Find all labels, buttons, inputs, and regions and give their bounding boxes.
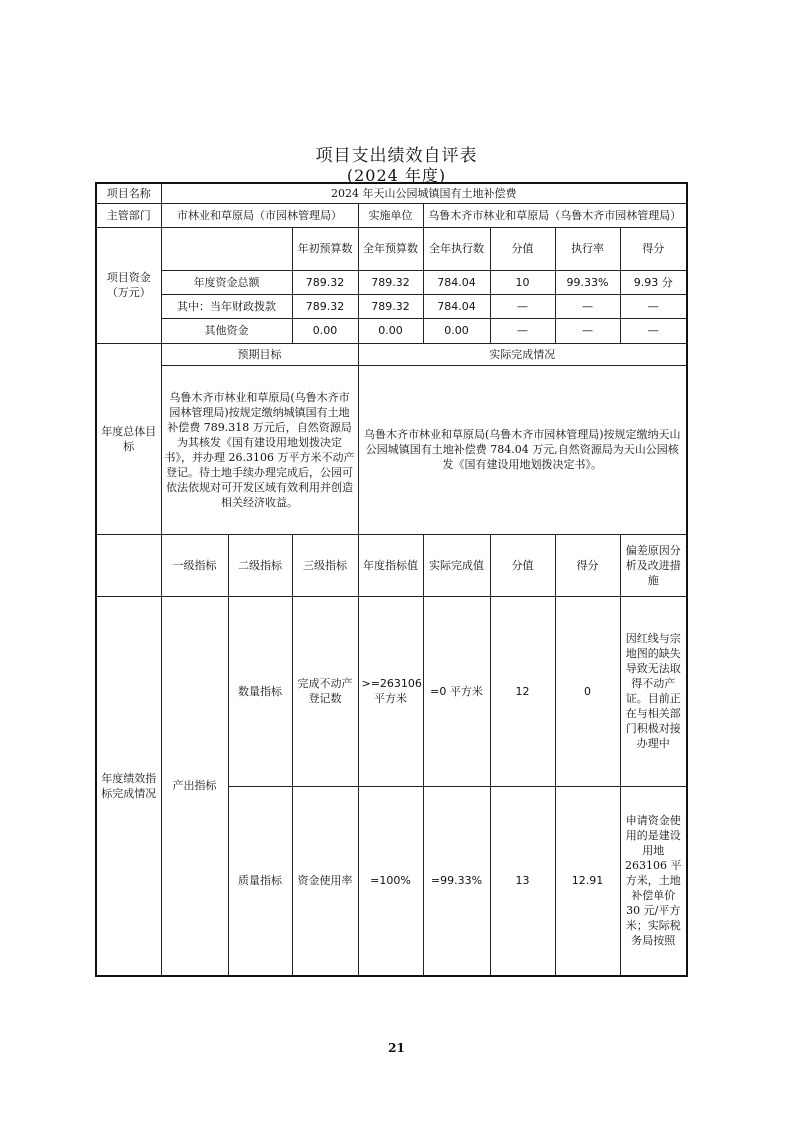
indicator-actual: =0 平方米 <box>423 596 490 786</box>
funds-row-score: — <box>620 294 687 318</box>
indicator-level1: 产出指标 <box>161 596 228 976</box>
funds-header-initial: 年初预算数 <box>292 227 358 270</box>
dept-label: 主管部门 <box>96 203 161 227</box>
goals-expected-text: 乌鲁木齐市林业和草原局(乌鲁木齐市园林管理局)按规定缴纳城镇国有土地补偿费 789.318 万元后，自然资源局为其核发《国有建设用地划拨决定书》，并办理 26.3106 万平方米不动产登记。待土地手续办理完成后，公园可依法依规对可开发区域有效利用并创造相关经济收益。 <box>161 365 358 534</box>
indicator-level2: 数量指标 <box>228 596 292 786</box>
funds-row-rate: 99.33% <box>555 270 620 294</box>
funds-row-annual: 789.32 <box>358 294 423 318</box>
indicator-score: 0 <box>555 596 620 786</box>
funds-header-score-value: 分值 <box>490 227 555 270</box>
funds-row-score: 9.93 分 <box>620 270 687 294</box>
funds-row-label: 其中：当年财政拨款 <box>161 294 292 318</box>
indicator-level2: 质量指标 <box>228 786 292 976</box>
funds-header-blank <box>161 227 292 270</box>
funds-row-initial: 0.00 <box>292 318 358 343</box>
project-name-value: 2024 年天山公园城镇国有土地补偿费 <box>161 183 687 203</box>
funds-row-executed: 784.04 <box>423 294 490 318</box>
funds-row-initial: 789.32 <box>292 270 358 294</box>
funds-row-score: — <box>620 318 687 343</box>
indicator-level3: 资金使用率 <box>292 786 358 976</box>
indicator-score-value: 12 <box>490 596 555 786</box>
funds-row-score-value: — <box>490 294 555 318</box>
ind-header-score-value: 分值 <box>490 534 555 596</box>
funds-row-annual: 789.32 <box>358 270 423 294</box>
ind-header-score: 得分 <box>555 534 620 596</box>
performance-table <box>95 182 688 977</box>
ind-header-level1: 一级指标 <box>161 534 228 596</box>
ind-header-level3: 三级指标 <box>292 534 358 596</box>
funds-row-rate: — <box>555 294 620 318</box>
page-title: 项目支出绩效自评表 <box>315 146 478 166</box>
dept-value: 市林业和草原局（市园林管理局） <box>161 203 358 227</box>
ind-header-target: 年度指标值 <box>358 534 423 596</box>
page-number: 21 <box>388 1041 405 1055</box>
funds-header-row <box>96 227 687 270</box>
impl-value: 乌鲁木齐市林业和草原局（乌鲁木齐市园林管理局） <box>423 203 687 227</box>
indicator-row <box>96 596 687 786</box>
indicators-header-row <box>96 534 687 596</box>
funds-row-annual: 0.00 <box>358 318 423 343</box>
funds-header-score: 得分 <box>620 227 687 270</box>
ind-header-level2: 二级指标 <box>228 534 292 596</box>
funds-row-executed: 0.00 <box>423 318 490 343</box>
indicator-score: 12.91 <box>555 786 620 976</box>
department-row <box>96 203 687 227</box>
funds-row <box>96 318 687 343</box>
impl-label: 实施单位 <box>358 203 423 227</box>
funds-label: 项目资金（万元） <box>96 227 161 343</box>
goals-actual-header: 实际完成情况 <box>358 343 687 365</box>
indicator-reason: 申请资金使用的是建设用地 263106 平方米，土地补偿单价 30 元/平方米；实际税务局按照 <box>620 786 687 976</box>
funds-header-executed: 全年执行数 <box>423 227 490 270</box>
goals-label: 年度总体目标 <box>96 343 161 534</box>
funds-row-executed: 784.04 <box>423 270 490 294</box>
indicators-header-blank <box>96 534 161 596</box>
funds-row-rate: — <box>555 318 620 343</box>
goals-content-row <box>96 365 687 534</box>
goals-header-row <box>96 343 687 365</box>
indicator-level3: 完成不动产登记数 <box>292 596 358 786</box>
indicator-actual: =99.33% <box>423 786 490 976</box>
project-name-row <box>96 183 687 203</box>
ind-header-reason: 偏差原因分析及改进措施 <box>620 534 687 596</box>
indicator-target: =100% <box>358 786 423 976</box>
indicator-reason: 因红线与宗地图的缺失导致无法取得不动产证。目前正在与相关部门积极对接办理中 <box>620 596 687 786</box>
project-name-label: 项目名称 <box>96 183 161 203</box>
funds-row-label: 其他资金 <box>161 318 292 343</box>
indicators-section-label: 年度绩效指标完成情况 <box>96 596 161 976</box>
funds-row <box>96 270 687 294</box>
funds-row-score-value: — <box>490 318 555 343</box>
funds-row-initial: 789.32 <box>292 294 358 318</box>
funds-header-rate: 执行率 <box>555 227 620 270</box>
page-subtitle: (2024 年度) <box>346 166 447 185</box>
goals-expected-header: 预期目标 <box>161 343 358 365</box>
funds-row-score-value: 10 <box>490 270 555 294</box>
indicator-target: >=263106 平方米 <box>358 596 423 786</box>
funds-header-annual: 全年预算数 <box>358 227 423 270</box>
goals-actual-text: 乌鲁木齐市林业和草原局(乌鲁木齐市园林管理局)按规定缴纳天山公园城镇国有土地补偿费 784.04 万元,自然资源局为天山公园核发《国有建设用地划拨决定书》。 <box>358 365 687 534</box>
ind-header-actual: 实际完成值 <box>423 534 490 596</box>
funds-row-label: 年度资金总额 <box>161 270 292 294</box>
indicator-score-value: 13 <box>490 786 555 976</box>
funds-row <box>96 294 687 318</box>
